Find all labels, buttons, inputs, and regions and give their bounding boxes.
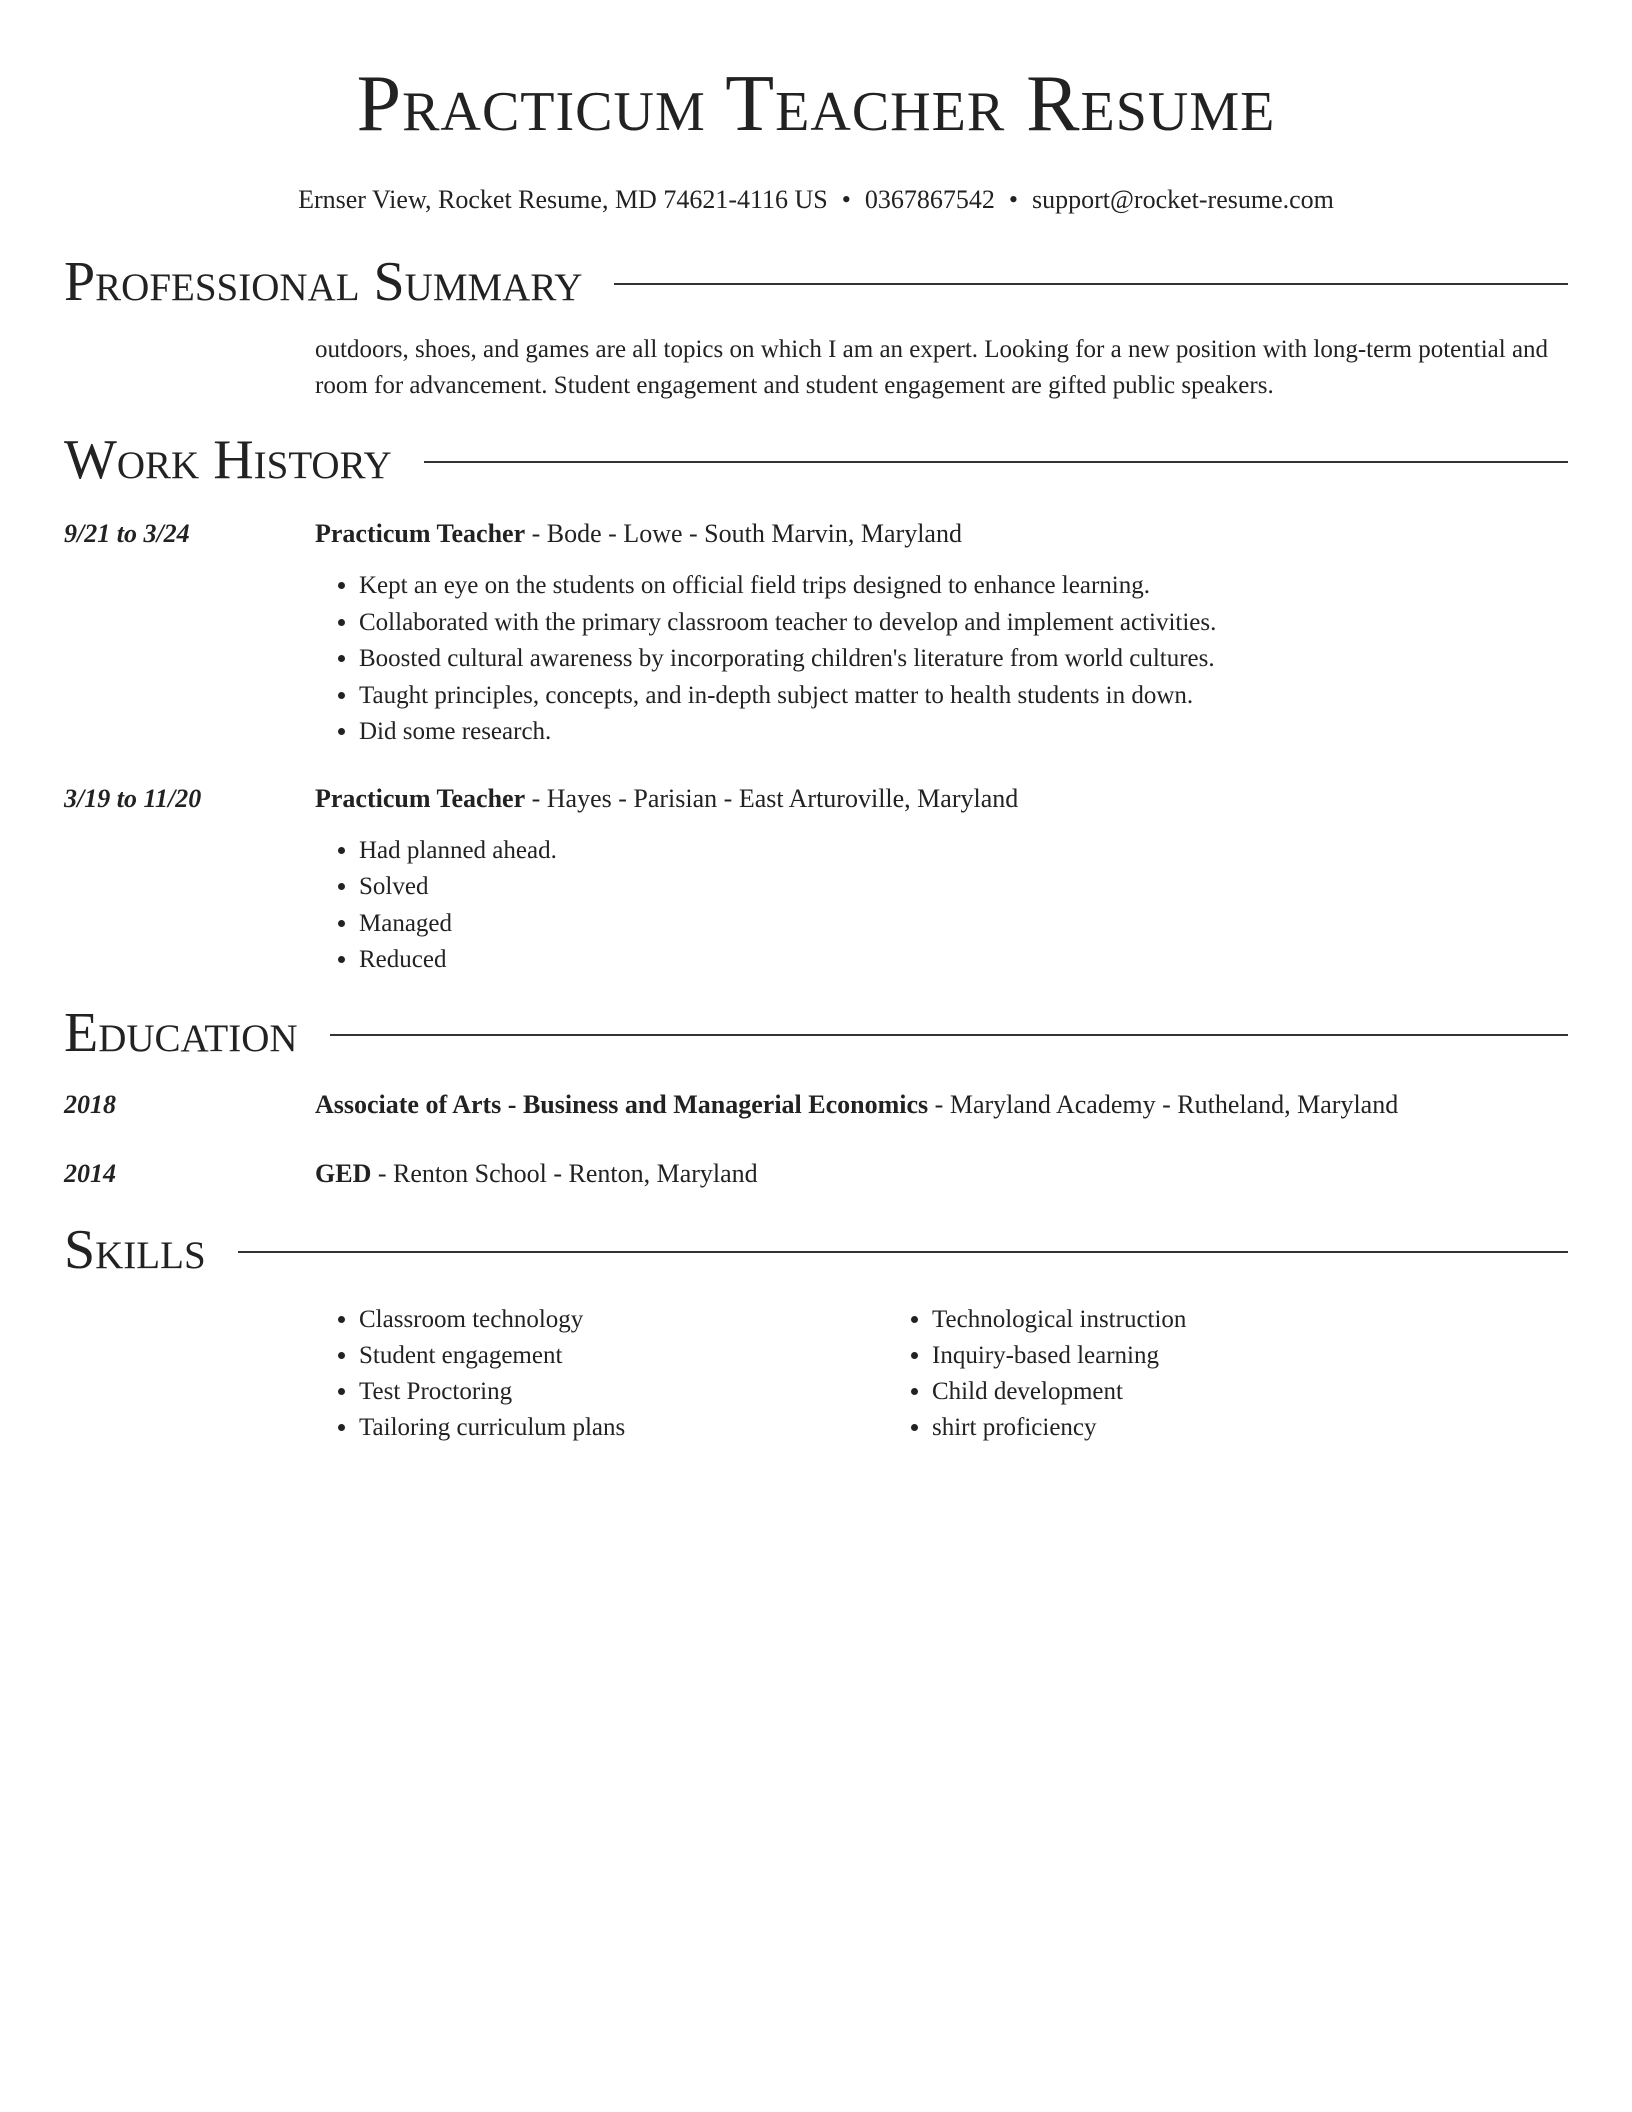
skill-item: • Classroom technology [359, 1302, 888, 1338]
section-divider [238, 1251, 1568, 1253]
education-section-header [64, 1001, 1568, 1065]
resume-title: Practicum Teacher Resume [356, 60, 1276, 148]
list-item: • Reduced [359, 942, 1568, 979]
skills-column [315, 1302, 888, 1446]
skills-section-header [64, 1218, 1568, 1282]
education-entry-heading [315, 1087, 1568, 1123]
list-item: • Managed [359, 906, 1568, 943]
summary-heading: Professional Summary [64, 251, 583, 313]
work-entry [64, 516, 1568, 751]
list-item: • Solved [359, 869, 1568, 906]
education-heading: Education [64, 1001, 298, 1064]
section-divider [614, 283, 1568, 285]
skills-heading: Skills [64, 1218, 206, 1281]
skill-item: • Technological instruction [932, 1302, 1488, 1338]
contact-address: Ernser View, Rocket Resume, MD 74621-4116 US [298, 185, 828, 214]
skill-item: • Inquiry-based learning [932, 1338, 1488, 1374]
education-entry [64, 1156, 1568, 1192]
education-entry-heading [315, 1156, 1568, 1192]
skills-grid [315, 1302, 1568, 1446]
list-item: • Taught principles, concepts, and in-depth subject matter to health students in down. [359, 678, 1568, 715]
contact-phone: 0367867542 [864, 185, 995, 214]
work-section-header [64, 428, 1568, 492]
section-divider [330, 1034, 1568, 1036]
education-details: - Maryland Academy - Rutheland, Maryland [928, 1089, 1399, 1119]
list-item: • Collaborated with the primary classroom teacher to develop and implement activities. [359, 605, 1568, 642]
skill-item: • Test Proctoring [359, 1374, 888, 1410]
summary-text: outdoors, shoes, and games are all topics on which I am an expert. Looking for a new position with long-term potential and room for advancement. Student engagement and student engagement are gifted public speakers. [315, 336, 1549, 399]
contact-separator: • [841, 185, 851, 214]
work-dates: 9/21 to 3/24 [64, 519, 190, 548]
skill-item: • shirt proficiency [932, 1410, 1488, 1446]
job-bullets [315, 568, 1568, 751]
degree: Associate of Arts - Business and Managerial Economics [315, 1089, 929, 1119]
degree: GED [315, 1158, 372, 1188]
education-year: 2018 [64, 1089, 116, 1119]
resume-page [64, 0, 1568, 1446]
summary-section-header [64, 250, 1568, 314]
work-heading: Work History [64, 429, 392, 491]
education-entry [64, 1087, 1568, 1123]
job-title: Practicum Teacher [315, 519, 526, 548]
work-entry [64, 781, 1568, 979]
education-year: 2014 [64, 1158, 116, 1188]
work-dates: 3/19 to 11/20 [64, 783, 202, 813]
skill-item: • Student engagement [359, 1338, 888, 1374]
list-item: • Kept an eye on the students on official field trips designed to enhance learning. [359, 568, 1568, 605]
list-item: • Boosted cultural awareness by incorporating children's literature from world cultures. [359, 641, 1568, 678]
section-divider [424, 461, 1568, 463]
skill-item: • Child development [932, 1374, 1488, 1410]
list-item: • Did some research. [359, 714, 1568, 751]
contact-separator: • [1008, 185, 1018, 214]
list-item: • Had planned ahead. [359, 833, 1568, 870]
job-details: - Hayes - Parisian - East Arturoville, Maryland [525, 783, 1019, 813]
job-bullets [315, 833, 1568, 979]
work-entry-heading [315, 516, 1568, 552]
job-details: - Bode - Lowe - South Marvin, Maryland [525, 519, 962, 548]
job-title: Practicum Teacher [315, 783, 526, 813]
education-details: - Renton School - Renton, Maryland [371, 1158, 758, 1188]
work-entry-heading [315, 781, 1568, 817]
contact-line [64, 184, 1568, 216]
skill-item: • Tailoring curriculum plans [359, 1410, 888, 1446]
contact-email[interactable]: support@rocket-resume.com [1031, 185, 1334, 214]
skills-column [888, 1302, 1488, 1446]
